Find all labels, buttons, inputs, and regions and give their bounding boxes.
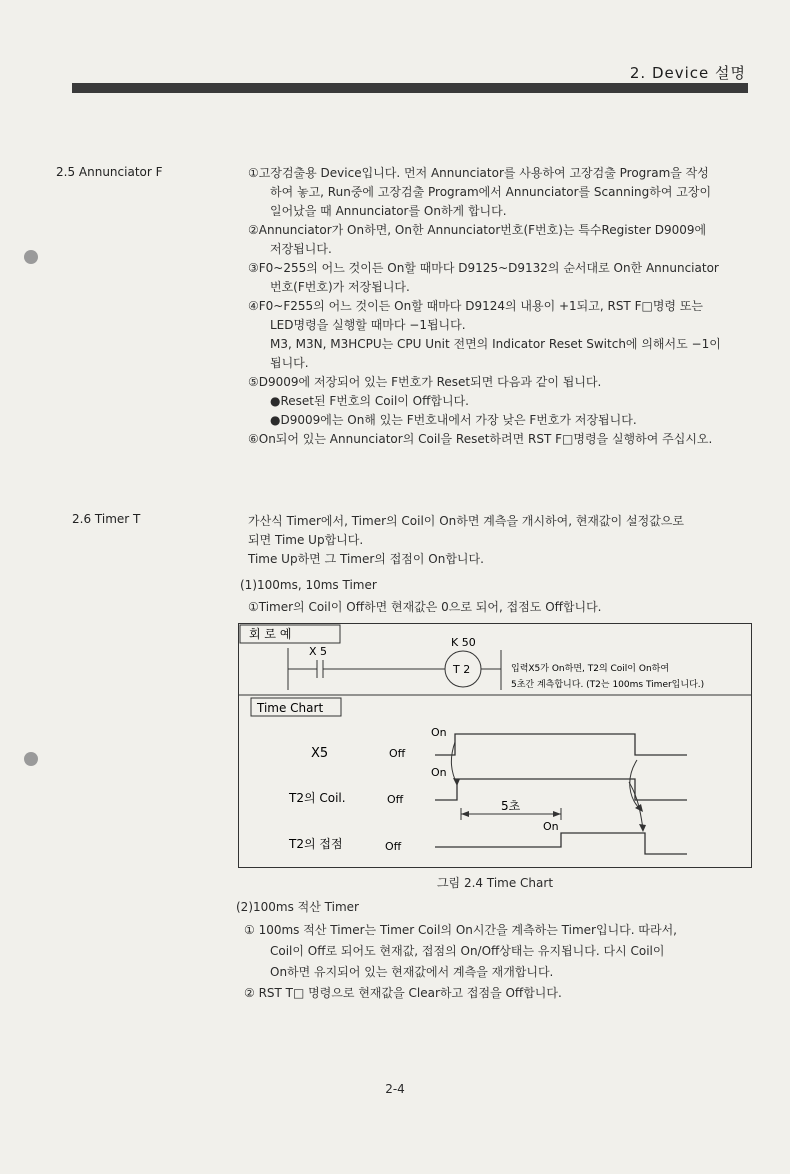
timer-sub2-line: ① 100ms 적산 Timer는 Timer Coil의 On시간을 계측하는 Timer입니다. 따라서, bbox=[244, 923, 677, 937]
binder-hole bbox=[24, 250, 38, 264]
timer-sub2-line: On하면 유지되어 있는 현재값에서 계측을 재개합니다. bbox=[270, 965, 554, 979]
figure-caption: 그림 2.4 Time Chart bbox=[436, 876, 554, 890]
duration-arrow bbox=[461, 811, 469, 817]
x5-on-label: On bbox=[431, 726, 447, 739]
page-number: 2-4 bbox=[385, 1082, 405, 1096]
annunciator-line: 저장됩니다. bbox=[270, 242, 332, 256]
section-2-5-body bbox=[248, 164, 721, 449]
annunciator-line: 하여 놓고, Run중에 고장검출 Program에서 Annunciator를 Scanning하여 고장이 bbox=[270, 185, 712, 199]
section-2-6-intro bbox=[248, 512, 684, 569]
section-2-6-label: 2.6 Timer T bbox=[72, 512, 141, 526]
x5-label: X5 bbox=[311, 746, 329, 761]
annunciator-line: 됩니다. bbox=[270, 356, 309, 370]
annunciator-line: ⑤D9009에 저장되어 있는 F번호가 Reset되면 다음과 같이 됩니다. bbox=[248, 375, 602, 389]
timer-sub1-item: ①Timer의 Coil이 Off하면 현재값은 0으로 되어, 접점도 Off합니다. bbox=[248, 600, 602, 614]
annunciator-line: ⑥On되어 있는 Annunciator의 Coil을 Reset하려면 RST F□명령을 실행하여 주십시오. bbox=[248, 432, 713, 446]
x5-waveform bbox=[435, 734, 687, 755]
cause-arrow bbox=[451, 742, 457, 784]
annunciator-line: M3, M3N, M3HCPU는 CPU Unit 전면의 Indicator Reset Switch에 의해서도 −1이 bbox=[270, 337, 721, 351]
annunciator-bullet: ●Reset된 F번호의 Coil이 Off합니다. bbox=[270, 394, 469, 408]
coil-label: T 2 bbox=[453, 663, 471, 676]
timer-diagram bbox=[238, 623, 752, 868]
annunciator-line: 번호(F번호)가 저장됩니다. bbox=[270, 280, 410, 294]
timer-sub2-line: ② RST T□ 명령으로 현재값을 Clear하고 접점을 Off합니다. bbox=[244, 986, 562, 1000]
reset-arrowhead bbox=[639, 824, 646, 832]
section-2-5-label: 2.5 Annunciator F bbox=[56, 165, 163, 179]
duration-label: 5초 bbox=[501, 799, 521, 813]
timer-sub2-body bbox=[244, 920, 677, 1004]
t2-coil-off-label: Off bbox=[387, 793, 404, 806]
duration-arrow bbox=[553, 811, 561, 817]
timer-intro-line: Time Up하면 그 Timer의 접점이 On합니다. bbox=[248, 552, 484, 566]
annunciator-line: LED명령을 실행할 때마다 −1됩니다. bbox=[270, 318, 466, 332]
header-rule bbox=[72, 83, 748, 93]
timer-sub1-title: (1)100ms, 10ms Timer bbox=[240, 578, 377, 592]
annunciator-line: ④F0~F255의 어느 것이든 On할 때마다 D9124의 내용이 +1되고, RST F□명령 또는 bbox=[248, 299, 704, 313]
contact-label: X 5 bbox=[309, 645, 328, 658]
t2-coil-on-label: On bbox=[431, 766, 447, 779]
t2-coil-label: T2의 Coil. bbox=[289, 791, 346, 805]
cause-arrowhead bbox=[453, 778, 460, 786]
timer-sub2-title: (2)100ms 적산 Timer bbox=[236, 900, 359, 914]
t2-contact-waveform bbox=[435, 833, 687, 854]
annunciator-line: 일어났을 때 Annunciator를 On하게 합니다. bbox=[270, 204, 507, 218]
timer-intro-line: 되면 Time Up합니다. bbox=[248, 533, 364, 547]
circuit-note: 입력X5가 On하면, T2의 Coil이 On하여 bbox=[511, 664, 670, 674]
setting-label: K 50 bbox=[451, 636, 476, 649]
timer-diagram-svg bbox=[239, 624, 751, 867]
t2-contact-label: T2의 접점 bbox=[289, 837, 343, 851]
circuit-label: 회 로 예 bbox=[249, 627, 292, 641]
timechart-label: Time Chart bbox=[257, 701, 324, 715]
t2-contact-on-label: On bbox=[543, 820, 559, 833]
circuit-note: 5초간 계측합니다. (T2는 100ms Timer입니다.) bbox=[511, 680, 705, 690]
annunciator-bullet: ●D9009에는 On해 있는 F번호내에서 가장 낮은 F번호가 저장됩니다. bbox=[270, 413, 637, 427]
timer-intro-line: 가산식 Timer에서, Timer의 Coil이 On하면 계측을 개시하여, 현재값이 설정값으로 bbox=[248, 514, 684, 528]
annunciator-line: ①고장검출용 Device입니다. 먼저 Annunciator를 사용하여 고장검출 Program을 작성 bbox=[248, 166, 709, 180]
binder-hole bbox=[24, 752, 38, 766]
header-title: 2. Device 설명 bbox=[629, 64, 746, 82]
t2-coil-waveform bbox=[435, 779, 687, 800]
x5-off-label: Off bbox=[389, 747, 406, 760]
annunciator-line: ②Annunciator가 On하면, On한 Annunciator번호(F번호)는 특수Register D9009에 bbox=[248, 223, 707, 237]
timer-sub2-line: Coil이 Off로 되어도 현재값, 접점의 On/Off상태는 유지됩니다. 다시 Coil이 bbox=[270, 944, 665, 958]
annunciator-line: ③F0~255의 어느 것이든 On할 때마다 D9125~D9132의 순서대로 On한 Annunciator bbox=[248, 261, 719, 275]
t2-contact-off-label: Off bbox=[385, 840, 402, 853]
